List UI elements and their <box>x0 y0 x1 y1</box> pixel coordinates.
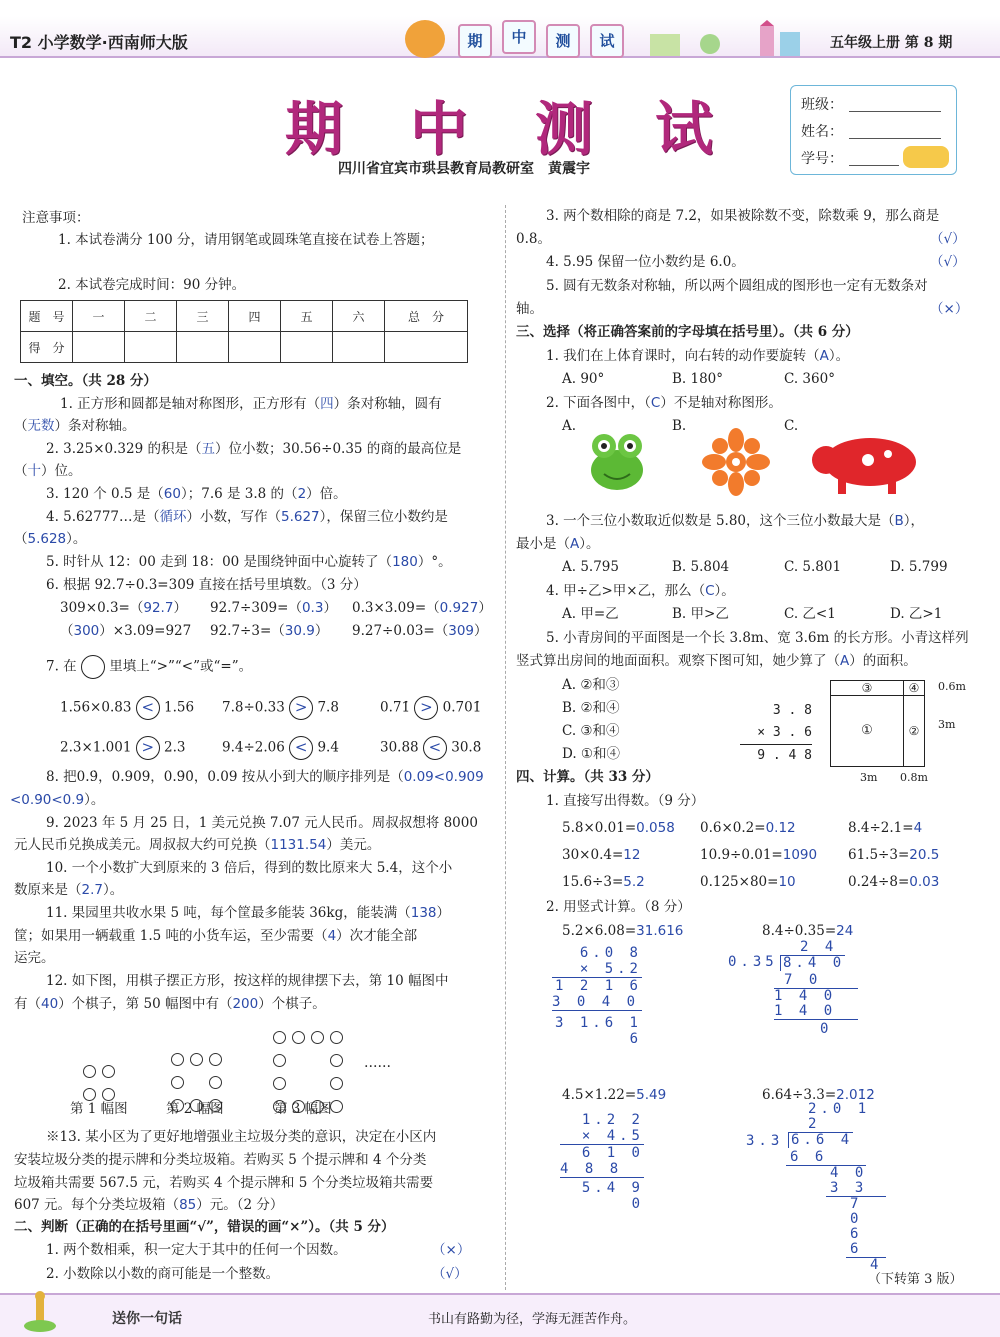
sec4-r1c2: 0.6×0.2=0.12 <box>700 820 796 836</box>
vertical-calc-4: 2.0 1 2 3.3 6.6 4 6 6 4 0 3 3 7 0 6 6 4 <box>746 1102 886 1273</box>
figure-3-caption: 第 3 幅图 <box>274 1101 332 1117</box>
sec1-q3: 3. 120 个 0.5 是（60）；7.6 是 3.8 的（2）倍。 <box>46 486 347 502</box>
sec1-q2: 2. 3.25×0.329 的积是（五）位小数；30.56÷0.35 的商的最高位是 <box>46 441 462 457</box>
sec1-q6-r1c1: 309×0.3=（92.7） <box>60 600 187 616</box>
circle-icon <box>81 655 105 679</box>
sec1-q7-r1c3: 0.71̇ > 0.701̇ <box>380 696 481 720</box>
sec1-q6-r1c2: 92.7÷309=（0.3） <box>210 600 337 616</box>
title-char-1: 期 <box>285 95 344 163</box>
score-cell[interactable] <box>281 332 333 363</box>
dim-bottom-left: 3m <box>860 771 878 784</box>
dim-right: 3m <box>938 718 956 731</box>
sec1-q13: ※13. 某小区为了更好地增强业主垃圾分类的意识，决定在小区内 <box>46 1129 437 1145</box>
sec3-q3-opt-a: A. 5.795 <box>562 559 619 575</box>
sec1-q11: 11. 果园里共收水果 5 吨，每个筐最多能装 36kg，能装满（138） <box>46 905 451 921</box>
sec1-q13d: 607 元。每个分类垃圾箱（85）元。（2 分） <box>14 1197 284 1213</box>
score-cell[interactable] <box>73 332 125 363</box>
sec1-q9b: 元人民币兑换成美元。周叔叔大约可兑换（1131.54）美元。 <box>14 837 381 853</box>
sec3-q5b: 竖式算出房间的地面面积。观察下图可知，她少算了（A）的面积。 <box>516 653 917 669</box>
sec3-q4-opt-a: A. 甲=乙 <box>562 606 619 622</box>
sec4-e4: 6.64÷3.3=2.01̇2̇ <box>762 1087 875 1103</box>
sec2-item-5b: 轴。 <box>516 301 543 317</box>
giraffe-icon <box>16 1290 66 1332</box>
sec1-q8: 8. 把0.9̇，0.909，0.9̇0̇，0.09 按从小到大的顺序排列是（0.09<0.909 <box>46 769 484 785</box>
sec3-q3: 3. 一个三位小数取近似数是 5.80，这个三位小数最大是（B）， <box>546 513 925 529</box>
sec3-q3b: 最小是（A）。 <box>516 536 600 552</box>
score-table <box>20 300 468 363</box>
sec2-item-4-answer: （√） <box>930 254 966 270</box>
sec2-item-3: 3. 两个数相除的商是 7.2，如果被除数不变，除数乘 9，那么商是 <box>546 208 940 224</box>
sec2-item-5-answer: （×） <box>930 301 969 317</box>
sec4-r2c3: 61.5÷3=20.5 <box>848 847 940 863</box>
room-plan: ③ ④ ① ② <box>830 680 930 768</box>
figure-2-caption: 第 2 幅图 <box>166 1101 224 1117</box>
sec3-q4: 4. 甲÷乙>甲×乙，那么（C）。 <box>546 583 735 599</box>
footer-label: 送你一句话 <box>112 1311 182 1327</box>
dim-top-right: 0.6m <box>938 680 966 693</box>
score-header-cell: 总 分 <box>385 301 468 332</box>
sec3-q5-opt-d: D. ①和④ <box>562 746 621 762</box>
cartoon-icon <box>903 146 949 168</box>
score-header-cell: 四 <box>229 301 281 332</box>
title-char-4: 试 <box>655 95 714 163</box>
sec4-r2c2: 10.9÷0.01=1090 <box>700 847 818 863</box>
class-label: 班级： <box>801 97 843 113</box>
sec3-q2-opt-c: C. <box>784 418 799 434</box>
sec3-q2-opt-b: B. <box>672 418 687 434</box>
sec3-q3-opt-b: B. 5.804 <box>672 559 730 575</box>
title-char-3: 测 <box>535 95 594 163</box>
sec2-item-1: 1. 两个数相乘，积一定大于其中的任何一个因数。 <box>46 1242 347 1258</box>
vertical-calc-1: 6.0 8 × 5.2 1 2 1 6 3 0 4 0 3 1.6 1 6 <box>552 945 642 1047</box>
paper-cut-pig-icon <box>808 430 928 496</box>
sec4-q1: 1. 直接写出得数。（9 分） <box>546 793 705 809</box>
sec2-item-2: 2. 小数除以小数的商可能是一个整数。 <box>46 1266 280 1282</box>
notes-title: 注意事项： <box>22 210 90 226</box>
score-cell[interactable] <box>125 332 177 363</box>
dim-bottom-right: 0.8m <box>900 771 928 784</box>
sec3-q5-opt-a: A. ②和③ <box>562 677 620 693</box>
frog-image-icon <box>582 428 652 494</box>
sec1-q9: 9. 2023 年 5 月 25 日，1 美元兑换 7.07 元人民币。周叔叔想将 8000 <box>46 815 478 831</box>
sec4-r3c2: 0.125×80=10 <box>700 874 796 890</box>
sec3-q3-opt-c: C. 5.801 <box>784 559 842 575</box>
sec2-title: 二、判断（正确的在括号里画“√”，错误的画“×”）。（共 5 分） <box>14 1219 395 1235</box>
sec1-q7-r2c2: 9.4÷2.06 < 9.4 <box>222 736 339 760</box>
notes-item-2: 2. 本试卷完成时间：90 分钟。 <box>58 277 246 293</box>
footer-quote: 书山有路勤为径，学海无涯苦作舟。 <box>428 1312 637 1327</box>
sec1-q11c: 运完。 <box>14 950 55 966</box>
sec4-e1: 5.2×6.08=31.616 <box>562 923 684 939</box>
sec3-q2-opt-a: A. <box>562 418 577 434</box>
sec3-q4-opt-d: D. 乙>1 <box>890 606 943 622</box>
sec3-q3-opt-d: D. 5.799 <box>890 559 948 575</box>
score-header-cell: 二 <box>125 301 177 332</box>
sec1-title: 一、填空。（共 28 分） <box>14 373 157 389</box>
sec3-q4-opt-b: B. 甲>乙 <box>672 606 729 622</box>
sec1-q7: 7. 在 里填上“>”“<”或“=”。 <box>46 655 252 679</box>
sec2-item-5: 5. 圆有无数条对称轴，所以两个圆组成的图形也一定有无数条对 <box>546 278 928 294</box>
author-line: 四川省宜宾市珙县教育局教研室 黄震宇 <box>338 161 590 177</box>
sec1-q6-r1c3: 0.3×3.09=（0.927） <box>352 600 492 616</box>
sec4-r1c3: 8.4÷2.1=4 <box>848 820 923 836</box>
sec4-title: 四、计算。（共 33 分） <box>516 769 659 785</box>
score-cell[interactable] <box>333 332 385 363</box>
sec1-q7-r2c3: 30.88 < 30.8̇ <box>380 736 481 760</box>
continued-note: （下转第 3 版） <box>868 1272 963 1287</box>
sec2-item-3b: 0.8。 <box>516 231 551 247</box>
score-row-label: 得 分 <box>21 332 73 363</box>
sec1-q6-r2c2: 92.7÷3=（30.9） <box>210 623 329 639</box>
sec1-q12: 12. 如下图，用棋子摆正方形，按这样的规律摆下去，第 10 幅图中 <box>46 973 449 989</box>
sec1-q7-r1c2: 7.8÷0.33 > 7.8 <box>222 696 339 720</box>
sec1-q7-r2c1: 2.3×1.001 > 2.3 <box>60 736 186 760</box>
sec3-q5: 5. 小青房间的平面图是一个长 3.8m、宽 3.6m 的长方形。小青这样列 <box>546 630 969 646</box>
room-calc: 3 . 8 × 3 . 6 9 . 4 8 <box>740 700 812 767</box>
sec1-q6: 6. 根据 92.7÷0.3=309 直接在括号里填数。（3 分） <box>46 577 367 593</box>
sec4-e2: 8.4÷0.35=24 <box>762 923 854 939</box>
sec3-q1-opt-c: C. 360° <box>784 371 835 387</box>
sec4-r3c3: 0.24÷8=0.03 <box>848 874 940 890</box>
score-cell[interactable] <box>177 332 229 363</box>
number-label: 学号： <box>801 151 843 167</box>
sec2-item-4: 4. 5.95 保留一位小数约是 6.0。 <box>546 254 745 270</box>
sec1-q4b: （5.628）。 <box>14 531 87 547</box>
sec3-title: 三、选择（将正确答案前的字母填在括号里）。（共 6 分） <box>516 324 859 340</box>
sec1-q11b: 筐；如果用一辆载重 1.5 吨的小货车运，至少需要（4）次才能全部 <box>14 928 418 944</box>
sec1-q1b: （无数）条对称轴。 <box>14 418 136 434</box>
sec2-item-1-answer: （×） <box>432 1242 471 1258</box>
sec3-q5-opt-c: C. ③和④ <box>562 723 620 739</box>
header-tile-4: 试 <box>590 24 624 58</box>
score-cell[interactable] <box>229 332 281 363</box>
sec1-q6-r2c1: （300）×3.09=927 <box>60 623 192 639</box>
notes-item-1: 1. 本试卷满分 100 分，请用钢笔或圆珠笔直接在试卷上答题； <box>58 232 434 248</box>
score-cell[interactable] <box>385 332 468 363</box>
sec1-q10b: 数原来是（2.7）。 <box>14 882 124 898</box>
header-tile-3: 测 <box>546 24 580 58</box>
sec4-q2: 2. 用竖式计算。（8 分） <box>546 899 691 915</box>
sec1-q5: 5. 时针从 12：00 走到 18：00 是围绕钟面中心旋转了（180）°。 <box>46 554 452 570</box>
paper-cut-flower-icon <box>700 428 772 496</box>
score-header-cell: 六 <box>333 301 385 332</box>
score-header-cell: 题 号 <box>21 301 73 332</box>
sec2-item-3-answer: （√） <box>930 231 966 247</box>
sec3-q1-opt-a: A. 90° <box>562 371 605 387</box>
vertical-calc-2: 2 4 0.35 8.4 0 7 0 1 4 0 1 4 0 0 <box>728 940 858 1037</box>
sec1-q2b: （十）位。 <box>14 463 82 479</box>
sec1-q10: 10. 一个小数扩大到原来的 3 倍后，得到的数比原来大 5.4，这个小 <box>46 860 453 876</box>
score-header-cell: 三 <box>177 301 229 332</box>
figure-1-caption: 第 1 幅图 <box>70 1101 128 1117</box>
title-char-2: 中 <box>410 95 469 163</box>
header-tile-2: 中 <box>502 20 536 54</box>
figure-ellipsis: …… <box>364 1055 391 1071</box>
number-field[interactable] <box>849 165 899 166</box>
score-header-cell: 五 <box>281 301 333 332</box>
sec1-q4: 4. 5.62777…是（循环）小数，写作（5.627̇），保留三位小数约是 <box>46 509 448 525</box>
student-info-box <box>790 85 957 175</box>
name-label: 姓名： <box>801 124 843 140</box>
sec1-q13c: 垃圾箱共需要 567.5 元，若购买 4 个提示牌和 5 个分类垃圾箱共需要 <box>14 1175 434 1191</box>
castle-decoration-icon <box>640 20 820 56</box>
header-tile-1: 期 <box>458 24 492 58</box>
name-field[interactable] <box>849 138 941 139</box>
class-field[interactable] <box>849 111 941 112</box>
sec4-r2c1: 30×0.4=12 <box>562 847 641 863</box>
sec3-q1-opt-b: B. 180° <box>672 371 724 387</box>
sec1-q8b: <0.9̇0̇<0.9̇）。 <box>10 792 105 808</box>
sec1-q6-r2c3: 9.27÷0.03=（309） <box>352 623 488 639</box>
vertical-calc-3: 1.2 2 × 4.5 6 1 0 4 8 8 5.4 9 0 <box>560 1112 644 1212</box>
sec3-q2: 2. 下面各图中，（C）不是轴对称图形。 <box>546 395 782 411</box>
sec4-r3c1: 15.6÷3=5.2 <box>562 874 645 890</box>
sec1-q1: 1. 正方形和圆都是轴对称图形，正方形有（四）条对称轴，圆有 <box>60 396 442 412</box>
sec3-q5-opt-b: B. ②和④ <box>562 700 620 716</box>
tiger-mascot-icon <box>405 20 445 58</box>
sec3-q1: 1. 我们在上体育课时，向右转的动作要旋转（A）。 <box>546 348 850 364</box>
header-left: T2 小学数学·西南师大版 <box>10 33 188 52</box>
sec4-r1c1: 5.8×0.01=0.058 <box>562 820 675 836</box>
score-header-cell: 一 <box>73 301 125 332</box>
sec4-e3: 4.5×1.22=5.49 <box>562 1087 667 1103</box>
sec1-q13b: 安装垃圾分类的提示牌和分类垃圾箱。若购买 5 个提示牌和 4 个分类 <box>14 1152 427 1168</box>
sec1-q7-r1c1: 1.56×0.83 < 1.56 <box>60 696 194 720</box>
header-right: 五年级上册 第 8 期 <box>830 35 953 51</box>
column-divider <box>505 205 507 1290</box>
sec1-q12b: 有（40）个棋子，第 50 幅图中有（200）个棋子。 <box>14 996 326 1012</box>
sec2-item-2-answer: （√） <box>432 1266 468 1282</box>
sec3-q4-opt-c: C. 乙<1 <box>784 606 836 622</box>
